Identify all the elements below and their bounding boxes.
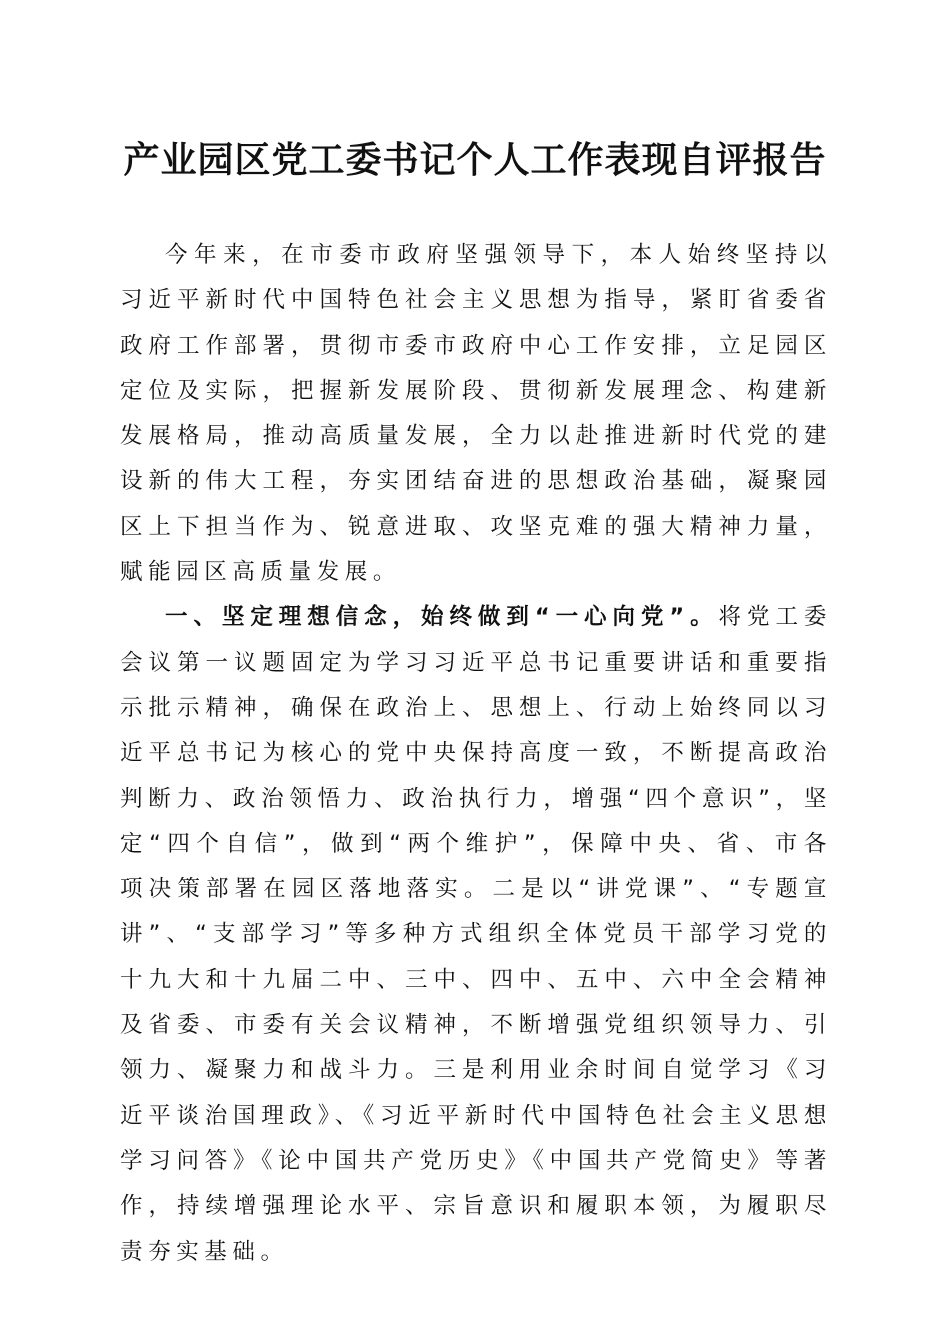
section-1-paragraph <box>120 595 832 1274</box>
document-body <box>120 233 832 1275</box>
document-title: 产业园区党工委书记个人工作表现自评报告 <box>123 139 827 181</box>
section-1-heading: 一、坚定理想信念，始终做到“一心向党”。 <box>165 604 719 631</box>
section-1-body: 将党工委会议第一议题固定为学习习近平总书记重要讲话和重要指示批示精神，确保在政治上、思想上、行动上始终同以习近平总书记为核心的党中央保持高度一致，不断提高政治判断力、政治领悟力、政治执行力，增强“四个意识”，坚定“四个自信”，做到“两个维护”，保障中央、省、市各项决策部署在园区落地落实。二是以“讲党课”、“专题宣讲”、“支部学习”等多种方式组织全体党员干部学习党的十九大和十九届二中、三中、四中、五中、六中全会精神及省委、市委有关会议精神，不断增强党组织领导力、引领力、凝聚力和战斗力。三是利用业余时间自觉学习《习近平谈治国理政》、《习近平新时代中国特色社会主义思想学习问答》《论中国共产党历史》《中国共产党简史》等著作，持续增强理论水平、宗旨意识和履职本领，为履职尽责夯实基础。 <box>120 604 832 1265</box>
intro-paragraph: 今年来，在市委市政府坚强领导下，本人始终坚持以习近平新时代中国特色社会主义思想为指导，紧盯省委省政府工作部署，贯彻市委市政府中心工作安排，立足园区定位及实际，把握新发展阶段、贯彻新发展理念、构建新发展格局，推动高质量发展，全力以赴推进新时代党的建设新的伟大工程，夯实团结奋进的思想政治基础，凝聚园区上下担当作为、锐意进取、攻坚克难的强大精神力量，赋能园区高质量发展。 <box>120 242 832 586</box>
